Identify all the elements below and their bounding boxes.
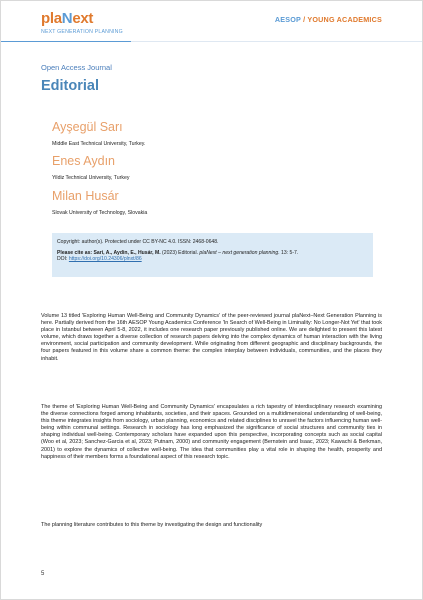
author-name: Ayşegül Sarı	[52, 120, 123, 134]
open-access-label: Open Access Journal	[41, 63, 112, 72]
cite-volume: . 13: 5-7.	[278, 249, 299, 256]
author-affiliation: Middle East Technical University, Turkey.	[52, 141, 146, 147]
logo-subtitle: NEXT GENERATION PLANNING	[41, 29, 123, 35]
cite-journal: plaNext – next generation planning	[199, 249, 279, 256]
page-number: 5	[41, 571, 45, 577]
body-paragraph: The planning literature contributes to this theme by investigating the design and functionality	[41, 522, 263, 528]
org-separator: /	[300, 15, 308, 24]
article-title: Editorial	[41, 78, 100, 94]
author-affiliation: Slovak University of Technology, Slovakia	[52, 210, 148, 216]
author-affiliation: Yildiz Technical University, Turkey	[52, 175, 130, 181]
logo-text-3: ext	[72, 10, 94, 27]
body-paragraph: Volume 13 titled 'Exploring Human Well-Being and Community Dynamics' of the peer-reviewed journal plaNext–Next Generation Planning is here. Partially derived from the 16th AESOP Young Academics Conference 'In Search of Well-Being in Liminality: No Longer-Not Yet' that took place in Istanbul between April 5-8, 2022, it includes one research paper previously published online. We are delighted to present this latest volume, which draws together a diverse collection of research papers delving into the complex dynamics of human interaction with the living environment, social participation and community development. While originating from different geographic and disciplinary backgrounds, the four papers featured in this volume share a common theme: the complex interplay between individuals, communities, and the places they inhabit.	[41, 313, 382, 362]
author-name: Enes Aydın	[52, 154, 116, 168]
header-divider	[1, 39, 422, 45]
org-young-academics: YOUNG ACADEMICS	[307, 15, 382, 24]
journal-logo	[41, 10, 93, 27]
citation-box	[52, 233, 373, 277]
citation	[57, 250, 368, 263]
organization-header	[275, 15, 382, 24]
copyright-notice: Copyright: author(s). Protected under CC BY-NC 4.0. ISSN: 2468-0648.	[57, 239, 219, 245]
doi-link[interactable]: https://doi.org/10.24306/plnxt/86	[68, 256, 142, 263]
logo-text-1: pla	[41, 10, 62, 27]
logo-text-2: N	[61, 10, 73, 27]
body-paragraph: The theme of 'Exploring Human Well-Being and Community Dynamics' encapsulates a rich tapestry of interdisciplinary research examining the diverse connections forged among inhabitants, societies, and their spaces. Grounded on a multidimensional understanding of well-being, this theme integrates insights from sociology, urban planning, economics and related disciplines to unravel the factors influencing human well-being within communal settings. Research in sociology has long emphasized the significance of social structures and community ties in shaping individual well-being. Contemporary scholars have expanded upon this perspective, incorporating concepts such as social capital (Woo et al, 2023; Sanchez-Garcia et al, 2023; Putnam, 2000) and community engagement (Bernstein and Isaac, 2023; Kawachi & Berkman, 2001) to explore the dynamics of collective well-being. The idea that communities play a vital role in shaping the health, prosperity and happiness of their members forms a foundational aspect of this research topic.	[41, 404, 382, 460]
author-name: Milan Husár	[52, 189, 119, 203]
doi-label: DOI:	[57, 256, 69, 263]
org-aesop: AESOP	[274, 15, 301, 24]
cite-label: Please cite as: Sari, A., Aydin, E., Husár, M.	[57, 249, 161, 256]
cite-text: (2023) Editorial.	[160, 249, 200, 256]
